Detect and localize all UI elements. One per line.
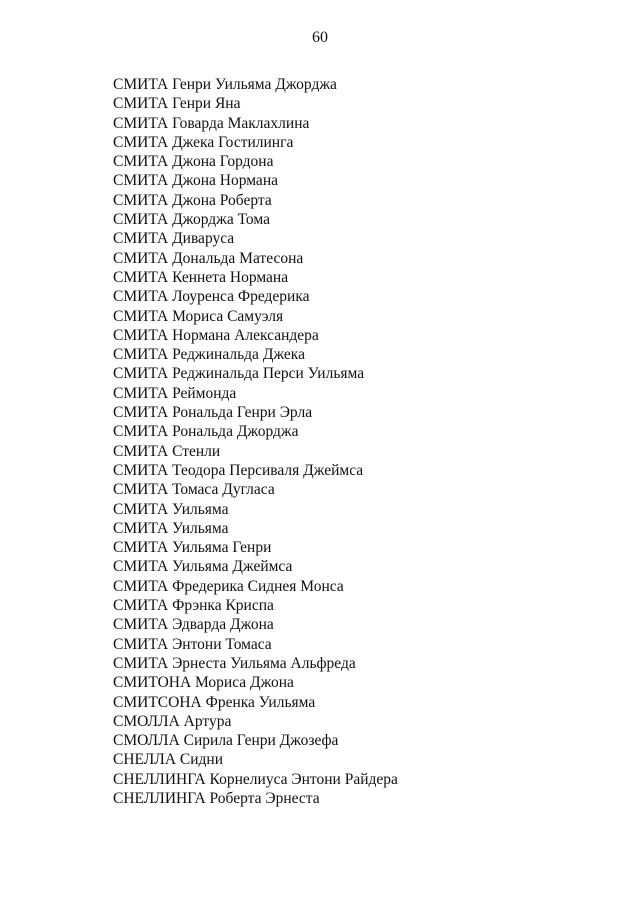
list-item: СМИТА Реджинальда Перси Уильяма	[113, 365, 365, 383]
list-item: СМИТА Лоуренса Фредерика	[113, 288, 310, 306]
list-item: СМИТА Стенли	[113, 442, 221, 460]
list-item: СМИТА Уильяма Генри	[113, 539, 272, 557]
list-item: СМИТА Генри Яна	[113, 95, 241, 113]
list-item: СМИТА Реджинальда Джека	[113, 346, 305, 364]
list-item: СМИТА Кеннета Нормана	[113, 268, 289, 286]
list-item: СМИТА Рональда Генри Эрла	[113, 404, 313, 422]
list-item: СНЕЛЛИНГА Роберта Эрнеста	[113, 789, 320, 807]
list-item: СМОЛЛА Артура	[113, 712, 232, 730]
list-item: СМИТСОНА Френка Уильяма	[113, 693, 316, 711]
list-item: СМИТА Джона Нормана	[113, 172, 278, 190]
list-item: СМИТА Фредерика Сиднея Монса	[113, 577, 344, 595]
list-item: СМИТОНА Мориса Джона	[113, 674, 294, 692]
list-item: СМИТА Эрнеста Уильяма Альфреда	[113, 654, 356, 672]
list-item: СНЕЛЛИНГА Корнелиуса Энтони Райдера	[113, 770, 398, 788]
list-item: СМИТА Дональда Матесона	[113, 249, 304, 267]
list-item: СМИТА Джека Гостилинга	[113, 133, 294, 151]
list-item: СМИТА Реймонда	[113, 384, 237, 402]
list-item: СМИТА Нормана Александера	[113, 326, 319, 344]
list-item: СМИТА Говарда Маклахлина	[113, 114, 310, 132]
page-number: 60	[312, 29, 328, 46]
list-item: СМИТА Уильяма Джеймса	[113, 558, 293, 576]
list-item: СМИТА Генри Уильяма Джорджа	[113, 76, 337, 93]
list-item: СМИТА Джона Гордона	[113, 153, 274, 171]
list-item: СМИТА Джорджа Тома	[113, 211, 270, 229]
list-item: СМИТА Эдварда Джона	[113, 616, 274, 634]
list-item: СМИТА Уильяма	[113, 500, 229, 518]
list-item: СМИТА Теодора Персиваля Джеймса	[113, 461, 364, 479]
list-item: СМИТА Томаса Дугласа	[113, 481, 275, 499]
list-item: СМИТА Энтони Томаса	[113, 635, 272, 653]
name-list	[113, 75, 398, 808]
list-item: СМОЛЛА Сирила Генри Джозефа	[113, 732, 339, 750]
list-item: СМИТА Рональда Джорджа	[113, 423, 299, 441]
list-item: СНЕЛЛА Сидни	[113, 751, 223, 769]
list-item: СМИТА Джона Роберта	[113, 191, 272, 209]
list-item: СМИТА Мориса Самуэля	[113, 307, 284, 325]
list-item: СМИТА Диваруса	[113, 230, 235, 248]
list-item: СМИТА Фрэнка Криспа	[113, 597, 274, 615]
list-item: СМИТА Уильяма	[113, 519, 229, 537]
